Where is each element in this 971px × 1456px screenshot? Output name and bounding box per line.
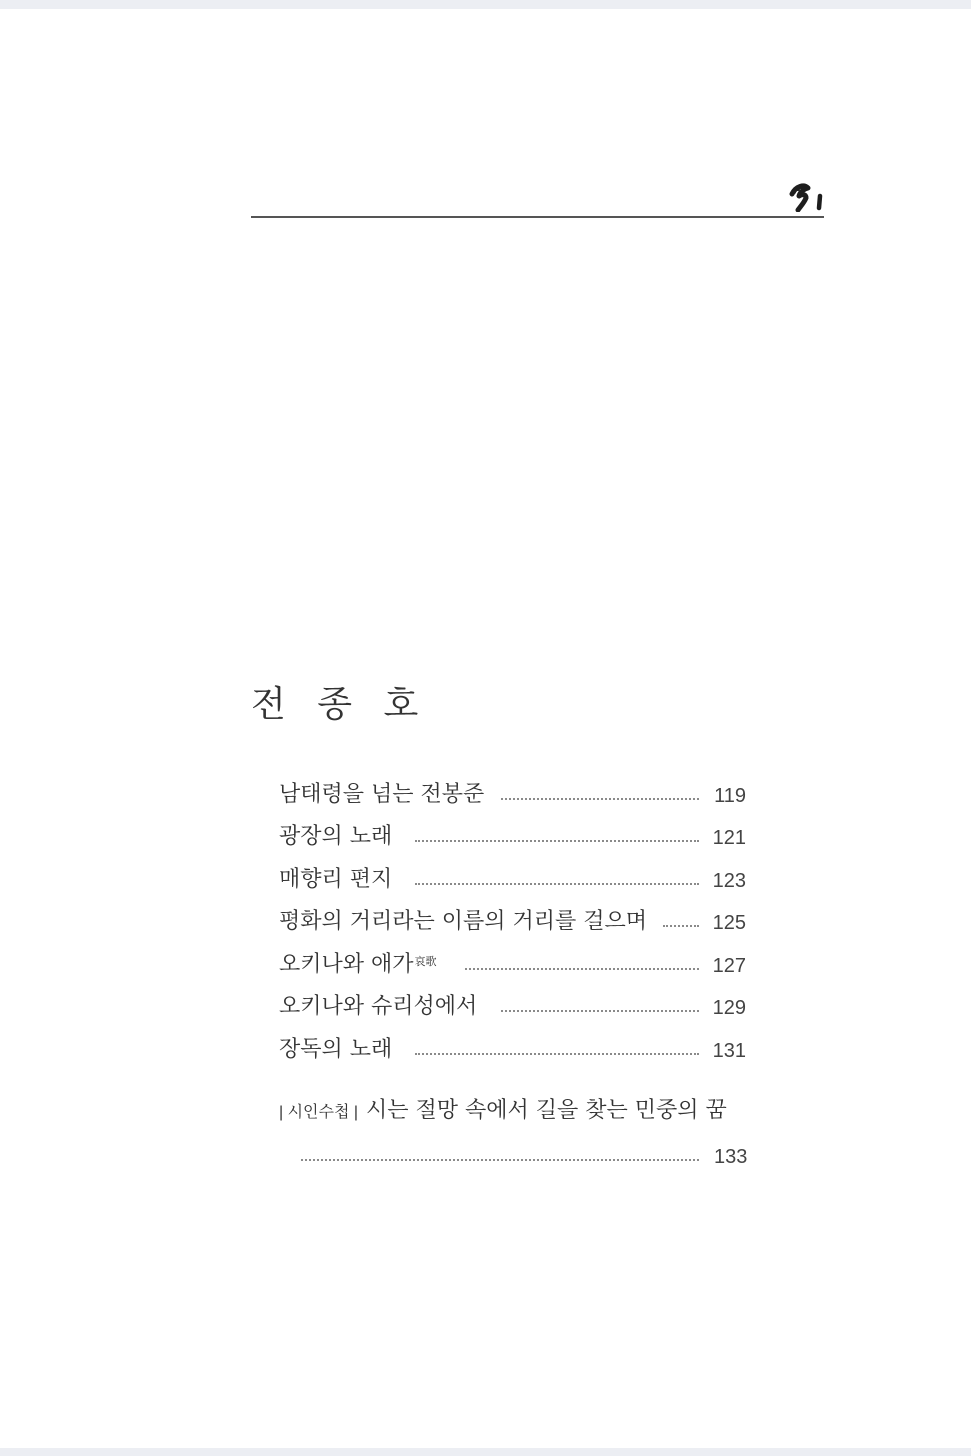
toc-leader-dots (501, 1010, 699, 1012)
toc-entry-title: 오키나와 슈리성에서 (279, 994, 478, 1019)
toc-leader-dots (465, 968, 699, 970)
toc-entry-title: 장독의 노래 (279, 1037, 393, 1062)
toc-entry (279, 991, 746, 1023)
top-border-band (0, 0, 971, 9)
header-rule (251, 216, 824, 218)
toc-entry-annotation: 哀歌 (414, 955, 437, 968)
toc-leader-dots (415, 883, 699, 885)
toc-leader-dots (501, 798, 699, 800)
toc-entry-title: 남태령을 넘는 전봉준 (279, 782, 485, 807)
toc-entry-page: 127 (712, 955, 746, 977)
toc-leader-dots (415, 1053, 699, 1055)
toc-entry-title: 매향리 편지 (279, 867, 393, 892)
bottom-border-band (0, 1448, 971, 1456)
toc-entry-page: 119 (714, 785, 746, 807)
essay-entry (279, 1094, 727, 1130)
toc-entry (279, 949, 746, 981)
essay-title: 시는 절망 속에서 길을 찾는 민중의 꿈 (366, 1098, 727, 1123)
toc-entry-page: 131 (712, 1040, 746, 1062)
toc-leader-dots (663, 925, 699, 927)
toc-entry-page: 123 (712, 870, 746, 892)
toc-entry-page: 129 (712, 997, 746, 1019)
essay-page-number: 133 (714, 1146, 748, 1168)
essay-leader-dots (301, 1159, 699, 1161)
toc-entry-title: 평화의 거리라는 이름의 거리를 걸으며 (279, 909, 648, 934)
toc-entry (279, 1034, 746, 1066)
toc-entry-page: 125 (712, 912, 746, 934)
toc-entry (279, 821, 746, 853)
author-name: 전 종 호 (251, 684, 429, 725)
toc-entry (279, 864, 746, 896)
toc-entry-page: 121 (712, 827, 746, 849)
toc-leader-dots (415, 840, 699, 842)
toc-entry-title: 광장의 노래 (279, 824, 393, 849)
essay-section-label: | 시인수첩 | (279, 1104, 359, 1121)
calligraphy-mark-icon (788, 176, 828, 212)
toc-entry-title (279, 949, 437, 981)
toc-entry (279, 906, 746, 938)
toc-entry-title-text: 오키나와 애가 (279, 952, 414, 977)
toc-entry (279, 779, 746, 811)
